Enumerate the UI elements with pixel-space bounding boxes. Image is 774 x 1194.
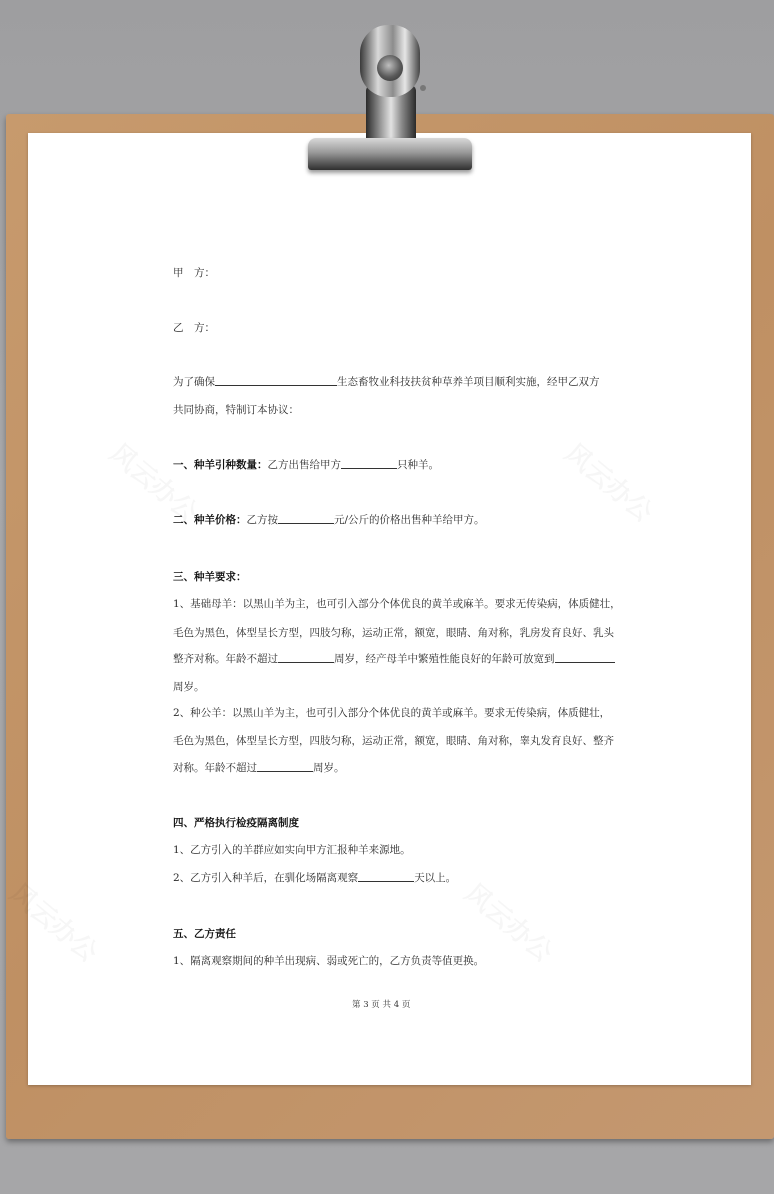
section-5-heading: 五、乙方责任 (173, 928, 236, 940)
paragraph-line: 2、乙方引入种羊后，在驯化场隔离观察 天以上。 (173, 872, 457, 884)
paragraph-line: 毛色为黑色，体型呈长方型，四肢匀称，运动正常，额宽，眼睛、角对称，乳房发育良好、乳头 (173, 627, 614, 639)
intro-line-1: 为了确保 生态畜牧业科技扶贫种草养羊项目顺利实施，经甲乙双方 (173, 376, 600, 388)
party-a-label: 甲 方： (173, 267, 215, 279)
blank-line[interactable] (278, 651, 334, 663)
paragraph-line: 1、基础母羊：以黑山羊为主，也可引入部分个体优良的黄羊或麻羊。要求无传染病，体质健壮， (173, 598, 621, 610)
binder-clip-icon (300, 25, 480, 177)
section-2: 二、种羊价格：乙方按 元/公斤的价格出售种羊给甲方。 (173, 514, 485, 526)
blank-line[interactable] (257, 760, 313, 772)
blank-line[interactable] (215, 374, 337, 386)
section-1: 一、种羊引种数量：乙方出售给甲方 只种羊。 (173, 459, 439, 471)
paragraph-line: 1、隔离观察期间的种羊出现病、弱或死亡的，乙方负责等值更换。 (173, 955, 485, 967)
section-heading: 一、种羊引种数量： (173, 459, 268, 471)
intro-line-2: 共同协商，特制订本协议： (173, 404, 299, 416)
paragraph-line: 整齐对称。年龄不超过 周岁，经产母羊中繁殖性能良好的年龄可放宽到 (173, 651, 615, 666)
paragraph-line: 2、种公羊：以黑山羊为主，也可引入部分个体优良的黄羊或麻羊。要求无传染病，体质健壮， (173, 707, 611, 719)
blank-line[interactable] (555, 651, 615, 663)
blank-line[interactable] (358, 870, 414, 882)
section-4-heading: 四、严格执行检疫隔离制度 (173, 817, 299, 829)
section-heading: 二、种羊价格： (173, 514, 247, 526)
paragraph-line: 毛色为黑色，体型呈长方型，四肢匀称，运动正常，额宽，眼睛、角对称，睾丸发育良好、整齐 (173, 735, 614, 747)
paragraph-line: 1、乙方引入的羊群应如实向甲方汇报种羊来源地。 (173, 844, 411, 856)
watermark (558, 434, 661, 529)
section-3-heading: 三、种羊要求： (173, 571, 247, 583)
paragraph-line: 对称。年龄不超过 周岁。 (173, 762, 345, 774)
blank-line[interactable] (278, 512, 334, 524)
page-footer: 第 3 页 共 4 页 (352, 1000, 411, 1010)
paragraph-line: 周岁。 (173, 681, 205, 693)
blank-line[interactable] (341, 457, 397, 469)
party-b-label: 乙 方： (173, 322, 215, 334)
